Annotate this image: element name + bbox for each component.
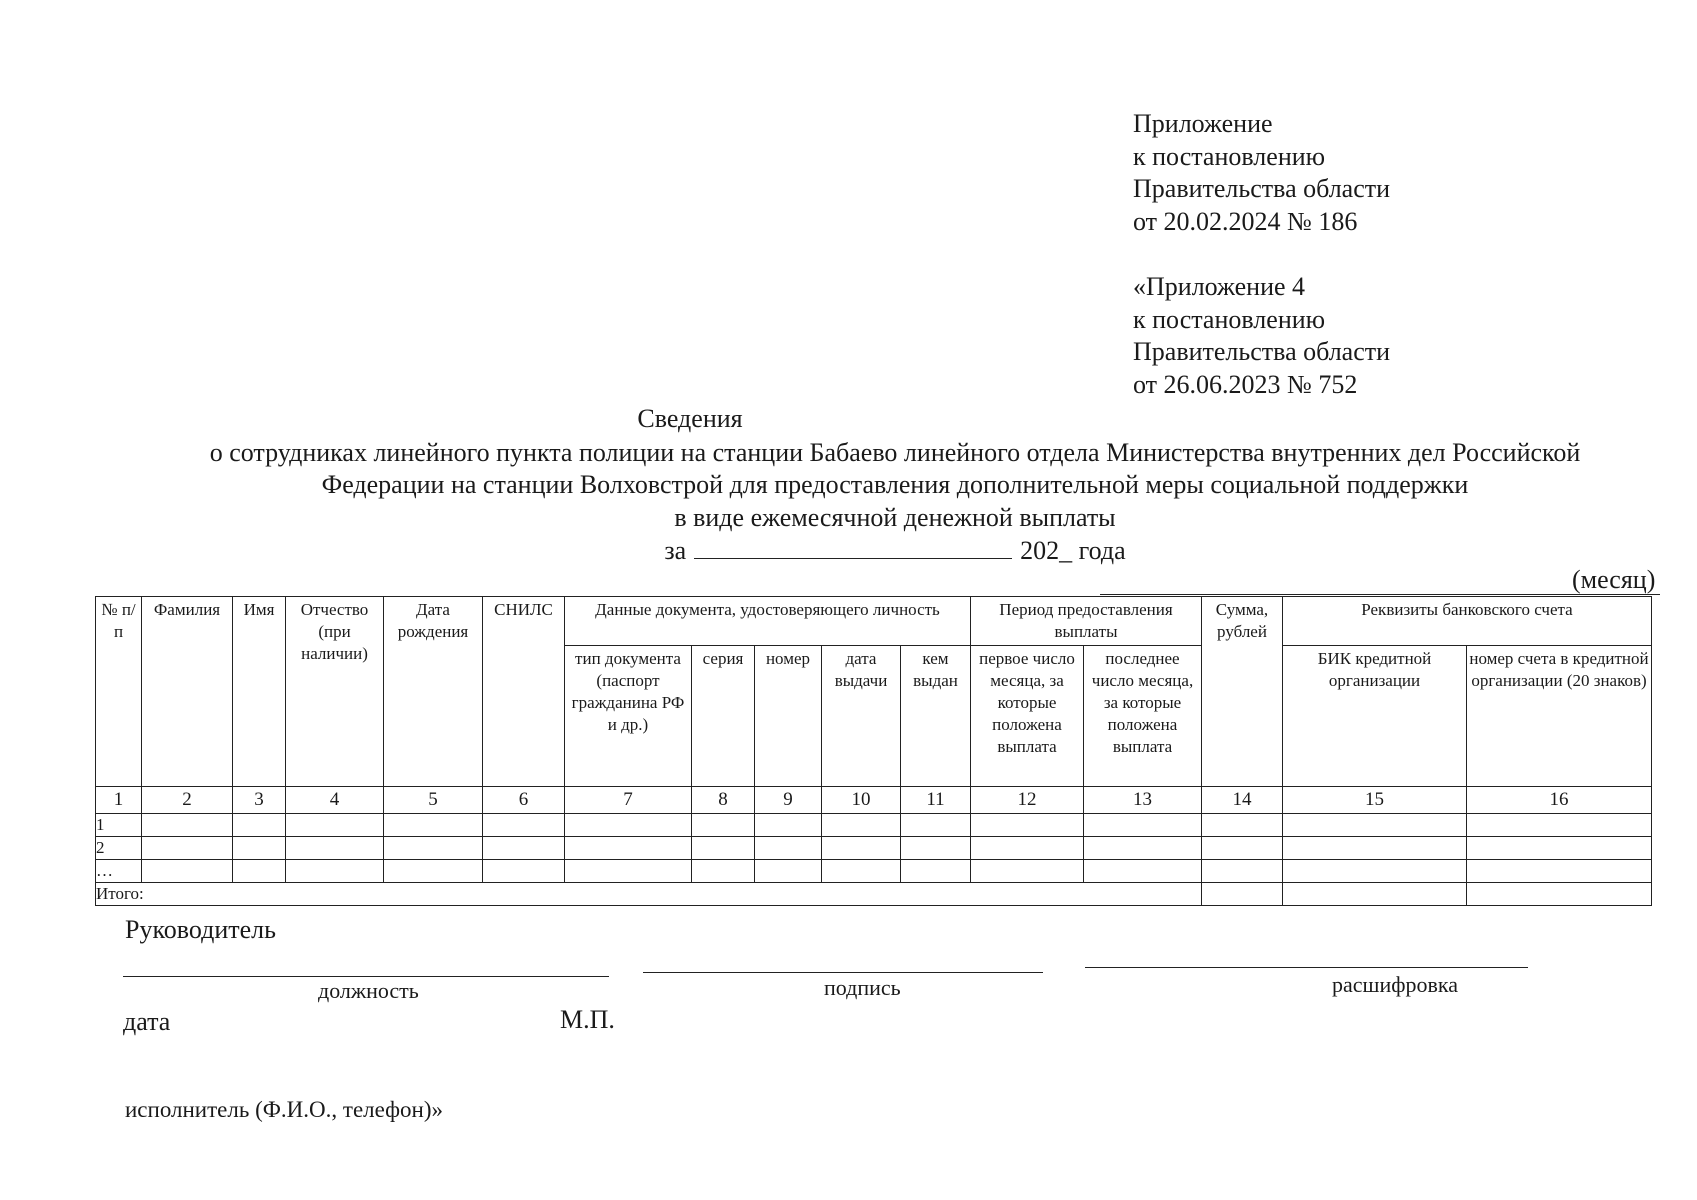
appendix-line1: Приложение [1133,109,1273,138]
head-label: Руководитель [125,915,276,944]
header-surname: Фамилия [142,597,233,787]
header-birth-date: Дата рождения [384,597,483,787]
executor-label: исполнитель (Ф.И.О., телефон)» [125,1097,443,1122]
header-last-day: последнее число месяца, за которые положена выплата [1084,646,1202,787]
header-patronymic: Отчество (при наличии) [286,597,384,787]
signature-line [643,972,1043,973]
header-snils: СНИЛС [483,597,565,787]
decode-line [1085,967,1528,968]
header-name: Имя [233,597,286,787]
title-line3: в виде ежемесячной денежной выплаты [674,503,1116,532]
header-issue-date: дата выдачи [822,646,901,787]
column-number: 1 [96,787,142,814]
period-line [0,536,1697,566]
header-bank: Реквизиты банковского счета [1283,597,1652,646]
header-bik: БИК кредитной организации [1283,646,1467,787]
appendix-line3: Правительства области [1133,174,1391,203]
column-number: 7 [565,787,692,814]
period-suffix: 202_ года [1020,536,1126,565]
column-number: 2 [142,787,233,814]
column-number: 10 [822,787,901,814]
row-number: 1 [96,814,142,837]
appendix-quoted-line1: «Приложение 4 [1133,272,1306,301]
column-numbers-row [96,787,1652,814]
table-row [96,814,1652,837]
header-id-document: Данные документа, удостоверяющего личность [565,597,971,646]
appendix-block [1133,108,1390,238]
title-line1: о сотрудниках линейного пункта полиции на станции Бабаево линейного отдела Министерства внутренних дел Российской [209,438,1581,467]
header-number: номер [755,646,822,787]
month-blank-line [694,536,1012,559]
total-row [96,883,1652,906]
column-number: 12 [971,787,1084,814]
signature-caption: подпись [824,975,901,1000]
header-sum: Сумма, рублей [1202,597,1283,787]
column-number: 5 [384,787,483,814]
period-prefix: за [664,536,687,565]
appendix-quoted-line4: от 26.06.2023 № 752 [1133,369,1358,399]
position-caption: должность [318,978,419,1003]
date-label: дата [123,1007,171,1036]
table-row [96,837,1652,860]
header-series: серия [692,646,755,787]
column-number: 14 [1202,787,1283,814]
column-number: 8 [692,787,755,814]
column-number: 11 [901,787,971,814]
row-number: … [96,860,142,883]
column-number: 6 [483,787,565,814]
header-doc-type: тип документа (паспорт гражданина РФ и др.) [565,646,692,787]
header-first-day: первое число месяца, за которые положена выплата [971,646,1084,787]
month-hint: (месяц) [1572,565,1656,594]
column-number: 9 [755,787,822,814]
title-line2: Федерации на станции Волховстрой для предоставления дополнительной меры социальной поддержки [321,470,1469,499]
employees-table [95,596,1652,906]
appendix-line4: от 20.02.2024 № 186 [1133,206,1358,236]
row-number: 2 [96,837,142,860]
header-row-1 [96,597,1652,646]
appendix-quoted-block [1133,271,1390,401]
position-line [123,976,609,977]
column-number: 4 [286,787,384,814]
appendix-quoted-line2: к постановлению [1133,304,1326,334]
column-number: 13 [1084,787,1202,814]
decode-caption: расшифровка [1332,972,1459,997]
header-account: номер счета в кредитной организации (20 знаков) [1467,646,1652,787]
header-num: № п/п [96,597,142,787]
total-label: Итого: [96,883,1202,906]
stamp-label: М.П. [560,1005,615,1034]
header-issued-by: кем выдан [901,646,971,787]
column-number: 15 [1283,787,1467,814]
document-heading: Сведения [637,404,743,433]
header-period: Период предоставления выплаты [971,597,1202,646]
column-number: 3 [233,787,286,814]
appendix-line2: к постановлению [1133,141,1326,171]
table-row [96,860,1652,883]
appendix-quoted-line3: Правительства области [1133,337,1391,366]
column-number: 16 [1467,787,1652,814]
